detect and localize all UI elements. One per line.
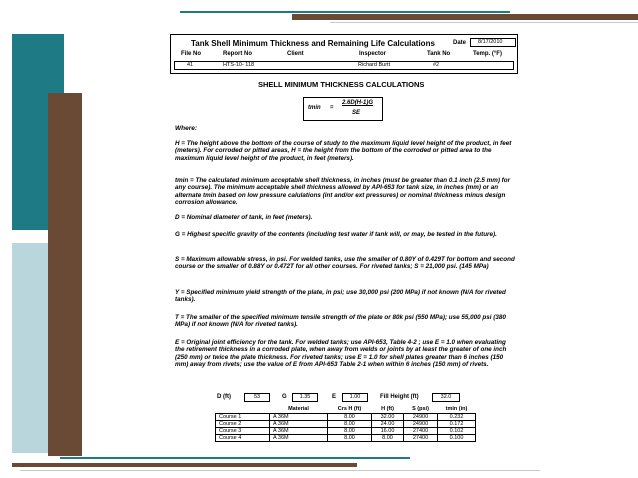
- d-value: 53: [244, 393, 270, 402]
- top-accent-line: [330, 22, 638, 23]
- results-header: H (ft): [381, 406, 394, 412]
- crs-h-cell: 8.00: [328, 428, 372, 435]
- formula-lhs: tmin: [308, 105, 321, 111]
- tmin-cell: 0.102: [438, 428, 476, 435]
- bottom-accent-bar-brown: [12, 463, 357, 467]
- course-cell: Course 3: [216, 428, 270, 435]
- material-cell: A 36M: [270, 421, 328, 428]
- g-value: 1.35: [292, 393, 318, 402]
- course-cell: Course 2: [216, 421, 270, 428]
- s-cell: 24900: [404, 421, 438, 428]
- course-cell: Course 4: [216, 435, 270, 442]
- course-cell: Course 1: [216, 414, 270, 421]
- left-panel-light: [12, 243, 48, 453]
- h-cell: 16.00: [372, 428, 404, 435]
- results-table: [215, 405, 476, 442]
- results-header-row: [216, 405, 476, 414]
- section-title: SHELL MINIMUM THICKNESS CALCULATIONS: [258, 80, 425, 89]
- h-cell: 8.00: [372, 435, 404, 442]
- results-header: [216, 405, 270, 414]
- table-row: [216, 414, 476, 421]
- tmin-cell: 0.172: [438, 421, 476, 428]
- table-row: [216, 435, 476, 442]
- d-label: D (ft): [217, 394, 231, 400]
- tmin-cell: 0.100: [438, 435, 476, 442]
- results-header: S (psi): [412, 406, 429, 412]
- material-cell: A 36M: [270, 435, 328, 442]
- fill-height-value: 32.0: [432, 393, 460, 402]
- bottom-accent-line: [20, 470, 540, 471]
- formula-denominator: SE: [352, 110, 361, 116]
- h-cell: 24.00: [372, 421, 404, 428]
- left-panel-brown: [48, 93, 82, 456]
- definition-g: G = Highest specific gravity of the contents (including test water if tank will, or may, be tested in the future).: [175, 231, 497, 238]
- col-temp: Temp. (°F): [473, 51, 502, 57]
- table-row: [216, 428, 476, 435]
- definition-h: H = The height above the bottom of the course of study to the maximum liquid level height of the product, in feet (meters). For corroded or pitted areas, H = the height from the bottom of the corroded or pitted area to the maximum liquid level height of the product, in feet (meters).: [175, 140, 512, 162]
- col-file-no: File No: [181, 51, 202, 57]
- top-accent-bar-teal: [180, 11, 510, 13]
- definition-y: Y = Specified minimum yield strength of the plate, in psi; use 30,000 psi (200 MPa) if not known (N/A for riveted tanks).: [175, 289, 506, 304]
- inspector-value: Richard Burtt: [358, 62, 391, 68]
- col-client: Client: [287, 51, 304, 57]
- report-title: Tank Shell Minimum Thickness and Remaining Life Calculations: [191, 39, 435, 48]
- tmin-cell: 0.232: [438, 414, 476, 421]
- results-header: Crs H (ft): [337, 406, 362, 412]
- s-cell: 27400: [404, 435, 438, 442]
- material-cell: A 36M: [270, 428, 328, 435]
- material-cell: A 36M: [270, 414, 328, 421]
- bottom-accent-bar-teal: [60, 457, 410, 459]
- e-value: 1.00: [342, 393, 368, 402]
- report-header: [170, 34, 518, 74]
- date-label: Date: [453, 40, 467, 46]
- top-accent-bar-brown: [292, 14, 638, 20]
- header-values-row: [174, 61, 514, 70]
- definition-d: D = Nominal diameter of tank, in feet (meters).: [175, 214, 313, 221]
- s-cell: 24900: [404, 414, 438, 421]
- formula-numerator: 2.6D(H-1)G: [342, 100, 374, 106]
- crs-h-cell: 8.00: [328, 414, 372, 421]
- fill-height-label: Fill Height (ft): [380, 394, 419, 400]
- g-label: G: [282, 394, 287, 400]
- report-no-value: HTS-10- 118: [223, 62, 255, 68]
- file-no-value: 41: [187, 62, 194, 68]
- definition-s: S = Maximum allowable stress, in psi. For welded tanks, use the smaller of 0.80Y of 0.429T for bottom and second course or the smaller of 0.88Y or 0.472T for all other courses. For riveted tanks; S = 21,000 psi. (145 MPa): [175, 256, 515, 271]
- tank-no-value: #2: [433, 62, 440, 68]
- col-tank-no: Tank No: [427, 51, 451, 57]
- definition-e: E = Original joint efficiency for the tank. For welded tanks; use API-653, Table 4-2 ; use E = 1.0 when evaluating the retirement thickness in a corroded plate, when away from welds or joints by at least the greater of one inch (250 mm) or twice the plate thickness. For riveted tanks; use E = 1.0 for shell plates greater than 6 inches (150 mm) away from rivets; use the value of E from API-653 Table 2-1 when within 6 inches (150 mm) of rivets.: [175, 339, 507, 369]
- date-field: 8/17/2010: [470, 38, 516, 47]
- results-header: tmin (in): [445, 406, 468, 412]
- e-label: E: [332, 394, 337, 400]
- table-row: [216, 421, 476, 428]
- definition-t: T = The smaller of the specified minimum tensile strength of the plate or 80k psi (550 MPa); use 55,000 psi (380 MPa) if not known (N/A for riveted tanks).: [175, 314, 506, 329]
- s-cell: 27400: [404, 428, 438, 435]
- definition-tmin: tmin = The calculated minimum acceptable shell thickness, in inches (must be greater than 0.1 inch (2.5 mm) for any course). The minimum acceptable shell thickness allowed by API-653 for tank size, in inches (mm) or an alternate tmin based on low pressure calulations (int and/or ext pressures) or nominal thickness minus design corrosion allowance.: [175, 177, 511, 207]
- col-inspector: Inspector: [359, 51, 387, 57]
- crs-h-cell: 8.00: [328, 421, 372, 428]
- formula-eq: =: [330, 105, 334, 111]
- crs-h-cell: 8.00: [328, 435, 372, 442]
- h-cell: 32.00: [372, 414, 404, 421]
- col-report-no: Report No: [223, 51, 252, 57]
- formula-box: [303, 97, 383, 121]
- results-header: Material: [288, 406, 309, 412]
- where-label: Where:: [175, 125, 198, 132]
